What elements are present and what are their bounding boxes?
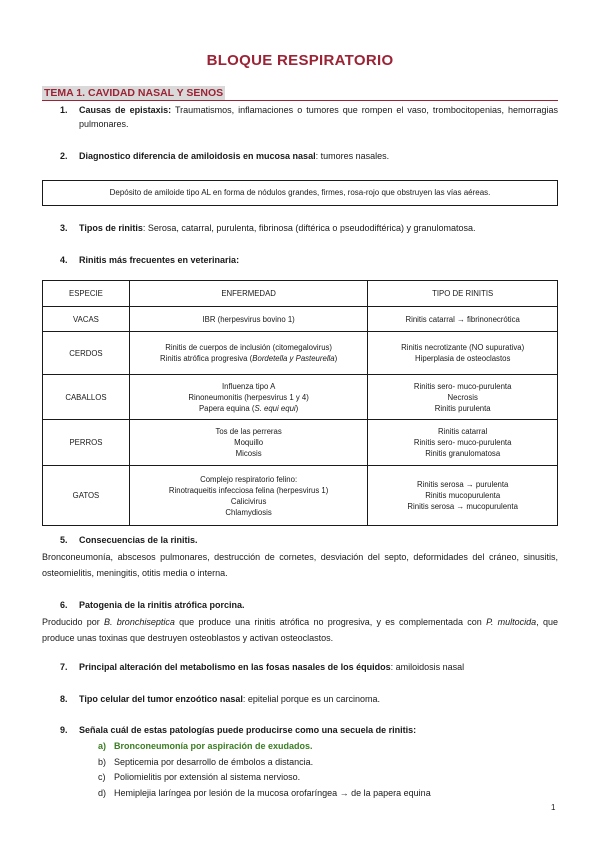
option-text: Septicemia por desarrollo de émbolos a distancia. bbox=[114, 756, 314, 767]
rhinitis-type-text: Rinitis serosa → mucopurulenta bbox=[407, 502, 518, 511]
question-answer: : Serosa, catarral, purulenta, fibrinosa (diftérica o pseudodiftérica) y granulomatosa. bbox=[142, 223, 476, 233]
question-label: Principal alteración del metabolismo en las fosas nasales de los équidos bbox=[79, 662, 391, 672]
column-header: ENFERMEDAD bbox=[129, 281, 367, 307]
question-9 bbox=[60, 724, 558, 738]
disease-cell bbox=[129, 332, 367, 375]
option-letter: a) bbox=[98, 741, 107, 751]
option bbox=[98, 755, 431, 771]
rhinitis-type-text: Rinitis catarral bbox=[437, 427, 488, 436]
disease-cell bbox=[129, 375, 367, 420]
rhinitis-type-cell bbox=[368, 332, 558, 375]
rhinitis-type-text: Rinitis serosa → purulenta bbox=[416, 480, 509, 489]
question-number: 1. bbox=[60, 105, 68, 115]
disease-text: Influenza tipo A bbox=[221, 381, 276, 391]
question-label: Diagnostico diferencia de amiloidosis en mucosa nasal bbox=[79, 151, 316, 161]
table-header-row bbox=[43, 281, 558, 307]
rhinitis-type-cell bbox=[368, 466, 558, 526]
question-1 bbox=[60, 104, 558, 131]
pathogen-name: P. multocida bbox=[486, 617, 537, 627]
table-row bbox=[43, 420, 558, 466]
option-text: Hemiplejia laríngea por lesión de la mucosa orofaríngea → de la papera equina bbox=[114, 787, 431, 798]
section-divider bbox=[42, 100, 558, 101]
column-header: ESPECIE bbox=[43, 281, 130, 307]
question-6 bbox=[60, 599, 558, 613]
rhinitis-type-text: Rinitis sero- muco-purulenta bbox=[413, 381, 512, 391]
disease-text-part: ) bbox=[334, 354, 338, 363]
option bbox=[98, 770, 431, 786]
question-label: Señala cuál de estas patologías puede producirse como una secuela de rinitis: bbox=[79, 725, 417, 735]
species-cell: GATOS bbox=[43, 466, 130, 526]
disease-text: Calicivirus bbox=[230, 496, 267, 506]
disease-text bbox=[133, 353, 364, 364]
table-row bbox=[43, 375, 558, 420]
pathogen-name: S. equi equi bbox=[254, 403, 296, 413]
rhinitis-type-text: Rinitis mucopurulenta bbox=[425, 491, 501, 500]
question-number: 9. bbox=[60, 725, 68, 735]
disease-text: Micosis bbox=[235, 449, 262, 458]
page-number: 1 bbox=[551, 803, 556, 812]
question-number: 8. bbox=[60, 694, 68, 704]
disease-text: Rinitis de cuerpos de inclusión (citomegalovirus) bbox=[165, 343, 333, 352]
rhinitis-type-cell bbox=[368, 420, 558, 466]
question-label: Tipo celular del tumor enzoótico nasal bbox=[79, 694, 243, 704]
table-row bbox=[43, 466, 558, 526]
answer-text: Producido por bbox=[42, 617, 105, 627]
option-letter: b) bbox=[98, 756, 107, 767]
question-number: 4. bbox=[60, 255, 68, 265]
question-7 bbox=[60, 661, 558, 675]
pathogen-name: B. bronchiseptica bbox=[104, 617, 175, 627]
option bbox=[98, 786, 431, 802]
rhinitis-type-text: Rinitis catarral → fibrinonecrótica bbox=[405, 314, 520, 324]
species-cell: CABALLOS bbox=[43, 375, 130, 420]
rhinitis-type-text: Rinitis purulenta bbox=[434, 403, 491, 413]
section-heading: TEMA 1. CAVIDAD NASAL Y SENOS bbox=[44, 87, 224, 99]
question-9-options bbox=[98, 739, 431, 801]
question-label: Patogenia de la rinitis atrófica porcina. bbox=[79, 600, 245, 610]
question-label: Causas de epistaxis: bbox=[79, 105, 172, 115]
question-number: 3. bbox=[60, 223, 68, 233]
question-number: 5. bbox=[60, 535, 68, 545]
species-cell: VACAS bbox=[43, 307, 130, 332]
disease-text-part: Rinitis atrófica progresiva ( bbox=[159, 354, 253, 363]
question-answer: Traumatismos, inflamaciones o tumores que rompen el vaso, trombocitopenias, hemorragias pulmonares. bbox=[79, 105, 558, 129]
column-header: TIPO DE RINITIS bbox=[368, 281, 558, 307]
answer-text: que produce una rinitis atrófica no progresiva, y es complementada con bbox=[174, 617, 487, 627]
species-cell: PERROS bbox=[43, 420, 130, 466]
pathogen-name: Bordetella y Pasteurella bbox=[252, 354, 335, 363]
disease-text: IBR (herpesvirus bovino 1) bbox=[202, 314, 295, 324]
question-number: 7. bbox=[60, 662, 68, 672]
disease-text: Chlamydiosis bbox=[225, 507, 272, 517]
rhinitis-table bbox=[42, 280, 558, 526]
disease-text-part: Papera equina ( bbox=[198, 403, 255, 413]
disease-text: Tos de las perreras bbox=[215, 427, 282, 436]
answer-text: , que produce unas toxinas que destruyen osteoblastos y activan osteoclastos. bbox=[42, 617, 558, 643]
disease-text: Rinoneumonitis (herpesvirus 1 y 4) bbox=[188, 392, 309, 402]
species-cell: CERDOS bbox=[43, 332, 130, 375]
question-answer: : epitelial porque es un carcinoma. bbox=[242, 694, 380, 704]
question-label: Tipos de rinitis bbox=[79, 223, 143, 233]
option-text: Poliomielitis por extensión al sistema nervioso. bbox=[114, 772, 301, 782]
amyloid-note-box: Depósito de amiloide tipo AL en forma de nódulos grandes, firmes, rosa-rojo que obstruyen las vías aéreas. bbox=[42, 180, 558, 206]
rhinitis-type-text: Necrosis bbox=[447, 392, 478, 402]
table-row bbox=[43, 307, 558, 332]
rhinitis-type-text: Rinitis sero- muco-purulenta bbox=[413, 438, 512, 447]
option-letter: c) bbox=[98, 772, 106, 782]
rhinitis-type-text: Rinitis necrotizante (NO supurativa) bbox=[401, 343, 525, 352]
option-letter: d) bbox=[98, 787, 107, 798]
question-2 bbox=[60, 150, 558, 164]
question-8 bbox=[60, 693, 558, 707]
disease-text: Complejo respiratorio felino: bbox=[200, 474, 298, 484]
rhinitis-type-cell bbox=[368, 375, 558, 420]
rhinitis-type-cell bbox=[368, 307, 558, 332]
disease-text: Rinotraqueitis infecciosa felina (herpesvirus 1) bbox=[168, 485, 329, 495]
disease-cell bbox=[129, 307, 367, 332]
question-5-answer: Bronconeumonía, abscesos pulmonares, destrucción de cornetes, desviación del septo, deformidades del cráneo, sinusitis, osteomielitis, meningitis, otitis media o interna. bbox=[42, 552, 558, 578]
question-answer: : tumores nasales. bbox=[315, 151, 390, 161]
disease-text bbox=[133, 403, 364, 414]
question-5 bbox=[60, 534, 558, 548]
disease-text: Moquillo bbox=[234, 438, 264, 447]
rhinitis-type-text: Hiperplasia de osteoclastos bbox=[415, 354, 511, 363]
question-4 bbox=[60, 254, 558, 268]
question-label: Consecuencias de la rinitis. bbox=[79, 535, 198, 545]
disease-cell bbox=[129, 420, 367, 466]
disease-text-part: ) bbox=[295, 403, 299, 413]
question-3 bbox=[60, 222, 558, 236]
disease-cell bbox=[129, 466, 367, 526]
table-row bbox=[43, 332, 558, 375]
question-6-answer bbox=[42, 614, 558, 646]
option-text: Bronconeumonía por aspiración de exudados. bbox=[114, 741, 313, 751]
question-number: 6. bbox=[60, 600, 68, 610]
question-label: Rinitis más frecuentes en veterinaria: bbox=[79, 255, 240, 265]
question-answer: : amiloidosis nasal bbox=[390, 662, 465, 672]
question-number: 2. bbox=[60, 151, 68, 161]
page-title: BLOQUE RESPIRATORIO bbox=[206, 52, 394, 69]
rhinitis-type-text: Rinitis granulomatosa bbox=[425, 449, 501, 458]
option-correct bbox=[98, 739, 431, 755]
